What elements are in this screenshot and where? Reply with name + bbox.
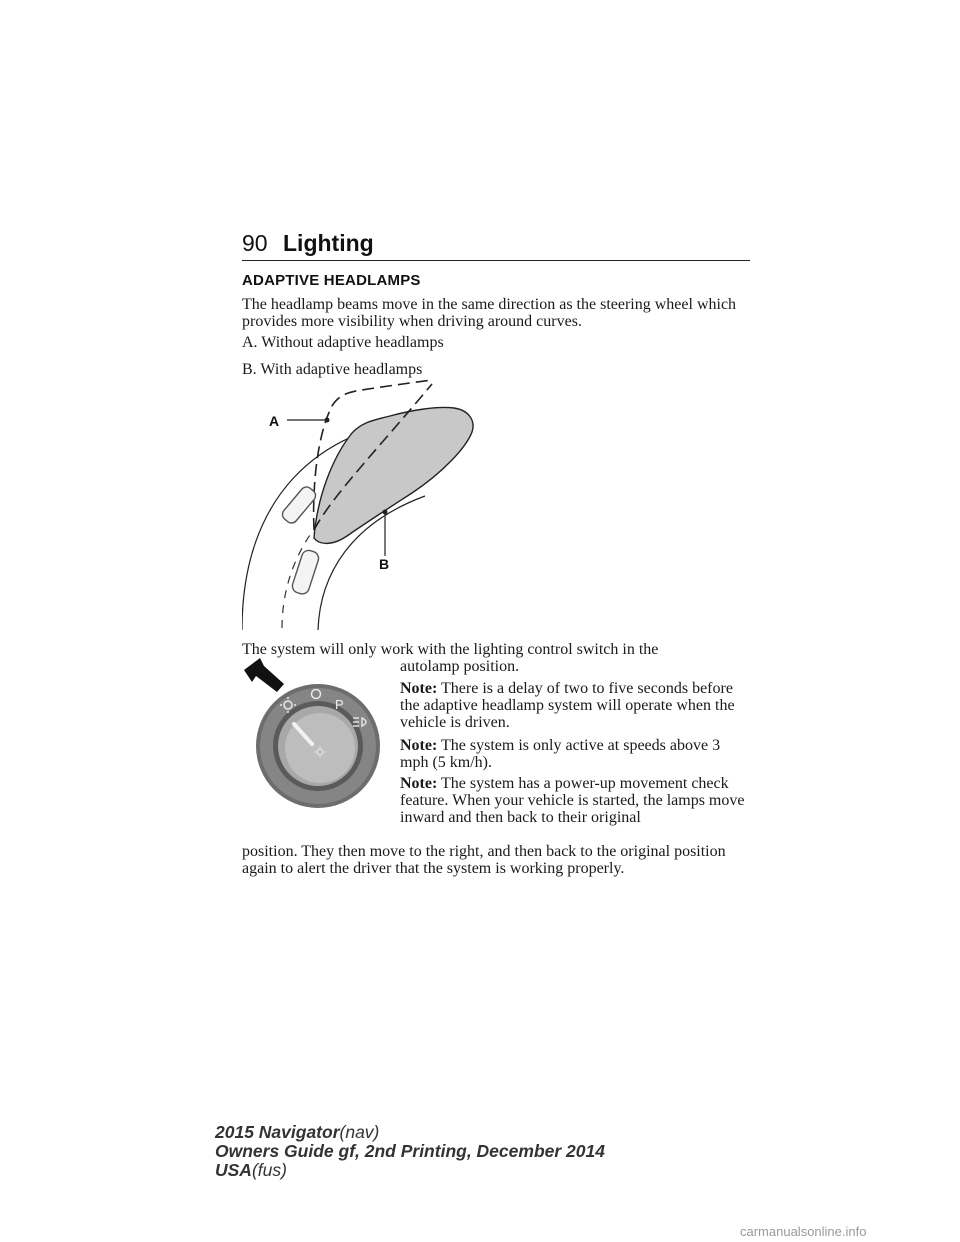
rear-vehicle-icon	[291, 549, 321, 596]
note-2-text: The system is only active at speeds above 3 mph (5 km/h).	[400, 737, 721, 771]
switch-requirement-line-2: autolamp position.	[400, 658, 520, 675]
note-2-label: Note:	[400, 737, 438, 754]
note-3-text: The system has a power-up movement check feature. When your vehicle is started, the lamps move inward and then back to their original	[400, 775, 745, 826]
adaptive-headlamp-diagram	[242, 378, 492, 634]
note-1-text: There is a delay of two to five seconds before the adaptive headlamp system will operate when the vehicle is driven.	[400, 680, 735, 731]
intro-paragraph: The headlamp beams move in the same direction as the steering wheel which provides more visibility when driving around curves.	[242, 296, 737, 330]
header-rule	[242, 260, 750, 261]
note-3-label: Note:	[400, 775, 438, 792]
note-2	[400, 737, 752, 771]
section-heading: ADAPTIVE HEADLAMPS	[242, 272, 421, 289]
note-3-continuation: position. They then move to the right, and then back to the original position again to alert the driver that the system is working properly.	[242, 843, 726, 877]
park-position-icon: P	[335, 697, 344, 712]
item-a-text: A. Without adaptive headlamps	[242, 334, 444, 351]
switch-requirement-line-1: The system will only work with the lighting control switch in the	[242, 641, 659, 658]
callout-a-label: A	[269, 413, 280, 429]
note-3	[400, 775, 752, 826]
footer-model-code: (nav)	[339, 1122, 380, 1142]
footer-guide: Owners Guide gf, 2nd Printing, December 2014	[215, 1141, 605, 1161]
arrow-icon	[244, 658, 284, 692]
footer-market-code: (fus)	[251, 1160, 287, 1180]
watermark-link[interactable]: carmanualsonline.info	[740, 1224, 867, 1239]
page-header	[242, 230, 750, 260]
lighting-control-switch-image	[242, 658, 394, 810]
note-1	[400, 680, 752, 731]
callout-a-dot	[325, 418, 330, 423]
callout-b-dot	[383, 510, 388, 515]
document-footer	[215, 1123, 605, 1180]
footer-model: 2015 Navigator	[215, 1122, 340, 1142]
item-b-text: B. With adaptive headlamps	[242, 361, 423, 378]
page-number: 90	[242, 230, 268, 256]
footer-market: USA	[215, 1160, 252, 1180]
front-vehicle-icon	[280, 485, 318, 526]
adaptive-beam-shape	[314, 407, 473, 543]
callout-b-label: B	[379, 556, 390, 572]
section-title: Lighting	[283, 230, 374, 256]
note-1-label: Note:	[400, 680, 438, 697]
